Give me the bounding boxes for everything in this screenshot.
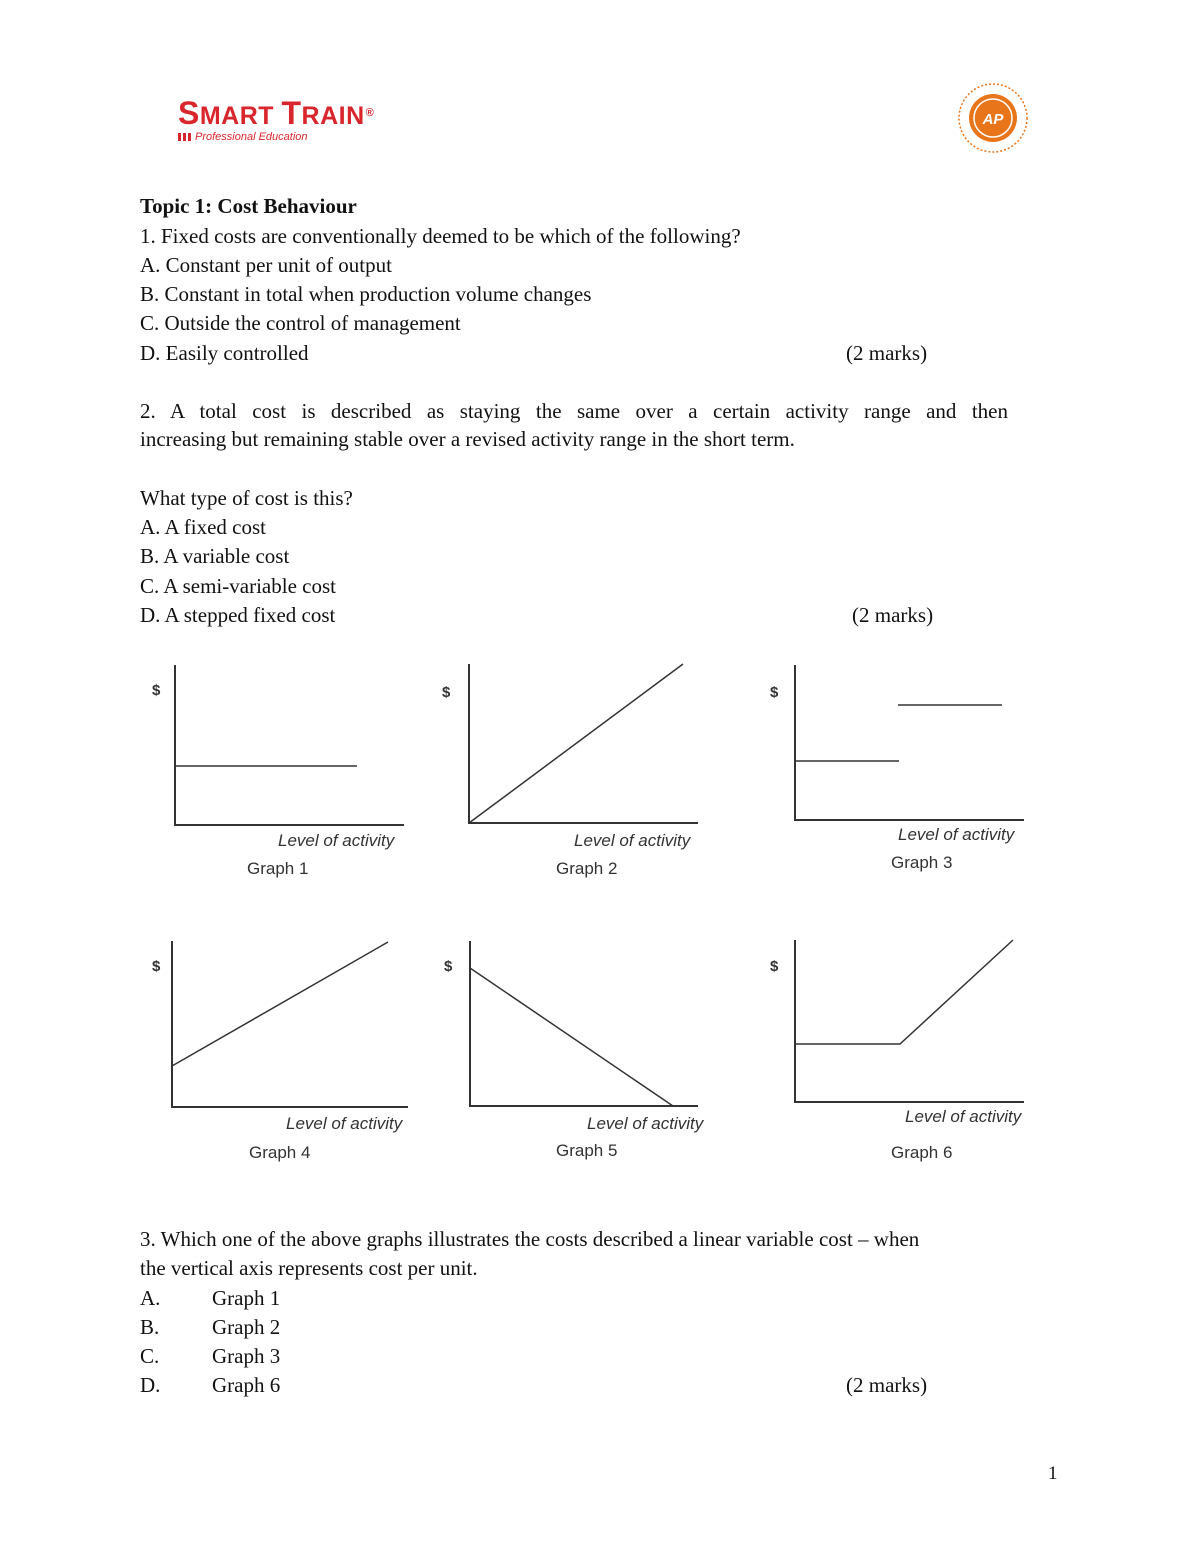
- graph-3: [766, 660, 1036, 880]
- graph-2-title: Graph 2: [556, 859, 618, 878]
- q1-option-d: D. Easily controlled: [140, 341, 309, 365]
- graph-2-x-label: Level of activity: [574, 831, 691, 850]
- graph-2-axes: [469, 664, 698, 823]
- graph-4-x-label: Level of activity: [286, 1114, 403, 1133]
- graph-5: [440, 938, 720, 1168]
- graph-1-y-label: $: [152, 682, 161, 699]
- graph-1: [150, 660, 420, 880]
- q3-stem-line2: the vertical axis represents cost per unit.: [140, 1256, 478, 1280]
- q2-option-c: C. A semi-variable cost: [140, 574, 336, 598]
- graph-3-axes: [795, 665, 1024, 820]
- graph-5-cost-line: [470, 968, 673, 1106]
- q3-option-a: A. Graph 1: [140, 1286, 281, 1310]
- q1-marks: (2 marks): [846, 341, 928, 365]
- graph-2: [440, 660, 710, 880]
- graph-1-axes: [175, 665, 404, 825]
- graph-2-y-label: $: [442, 684, 451, 701]
- graph-4-axes: [172, 941, 408, 1107]
- approved-partner-seal: [957, 82, 1029, 154]
- graph-5-axes: [470, 941, 698, 1106]
- q1-option-b: B. Constant in total when production volume changes: [140, 282, 592, 306]
- graph-6-y-label: $: [770, 958, 779, 975]
- svg-text:AP: AP: [982, 111, 1004, 128]
- topic-title: Topic 1: Cost Behaviour: [140, 194, 357, 218]
- q3-option-d: D. Graph 6: [140, 1373, 281, 1397]
- logo-wordmark: SMART TRAIN®: [178, 95, 375, 131]
- q1-option-c: C. Outside the control of management: [140, 311, 461, 335]
- q2-marks: (2 marks): [852, 603, 934, 627]
- graph-6-axes: [795, 940, 1024, 1102]
- q2-option-b: B. A variable cost: [140, 544, 290, 568]
- q3-stem-line1: 3. Which one of the above graphs illustrates the costs described a linear variable cost – when: [140, 1227, 920, 1251]
- graph-4-title: Graph 4: [249, 1143, 311, 1162]
- q1-stem: 1. Fixed costs are conventionally deemed to be which of the following?: [140, 224, 741, 248]
- q3-option-c: C. Graph 3: [140, 1344, 281, 1368]
- graph-5-y-label: $: [444, 958, 453, 975]
- q3-option-b: B. Graph 2: [140, 1315, 281, 1339]
- q2-stem-line2: increasing but remaining stable over a revised activity range in the short term.: [140, 427, 795, 451]
- graph-1-title: Graph 1: [247, 859, 309, 878]
- q1-option-a: A. Constant per unit of output: [140, 253, 392, 277]
- graph-6-title: Graph 6: [891, 1143, 953, 1162]
- graph-4-y-label: $: [152, 958, 161, 975]
- graph-4-cost-line: [172, 942, 388, 1066]
- page-number: 1: [1048, 1463, 1058, 1484]
- graph-3-title: Graph 3: [891, 853, 953, 872]
- q2-option-a: A. A fixed cost: [140, 515, 266, 539]
- q2-prompt: What type of cost is this?: [140, 486, 353, 510]
- graph-1-x-label: Level of activity: [278, 831, 395, 850]
- q2-stem-line1: 2. A total cost is described as staying the same over a certain activity range and then: [140, 399, 1008, 423]
- graph-3-x-label: Level of activity: [898, 825, 1015, 844]
- q3-marks: (2 marks): [846, 1373, 928, 1397]
- graph-5-x-label: Level of activity: [587, 1114, 704, 1133]
- graph-4: [150, 938, 420, 1168]
- graph-3-y-label: $: [770, 684, 779, 701]
- logo-tagline: Professional Education: [178, 131, 388, 143]
- q2-option-d: D. A stepped fixed cost: [140, 603, 336, 627]
- smart-train-logo: [178, 95, 388, 143]
- graph-2-cost-line: [469, 664, 683, 823]
- graph-6-x-label: Level of activity: [905, 1107, 1022, 1126]
- graph-5-title: Graph 5: [556, 1141, 618, 1160]
- graph-6-cost-line: [795, 940, 1013, 1044]
- graph-6: [766, 938, 1046, 1168]
